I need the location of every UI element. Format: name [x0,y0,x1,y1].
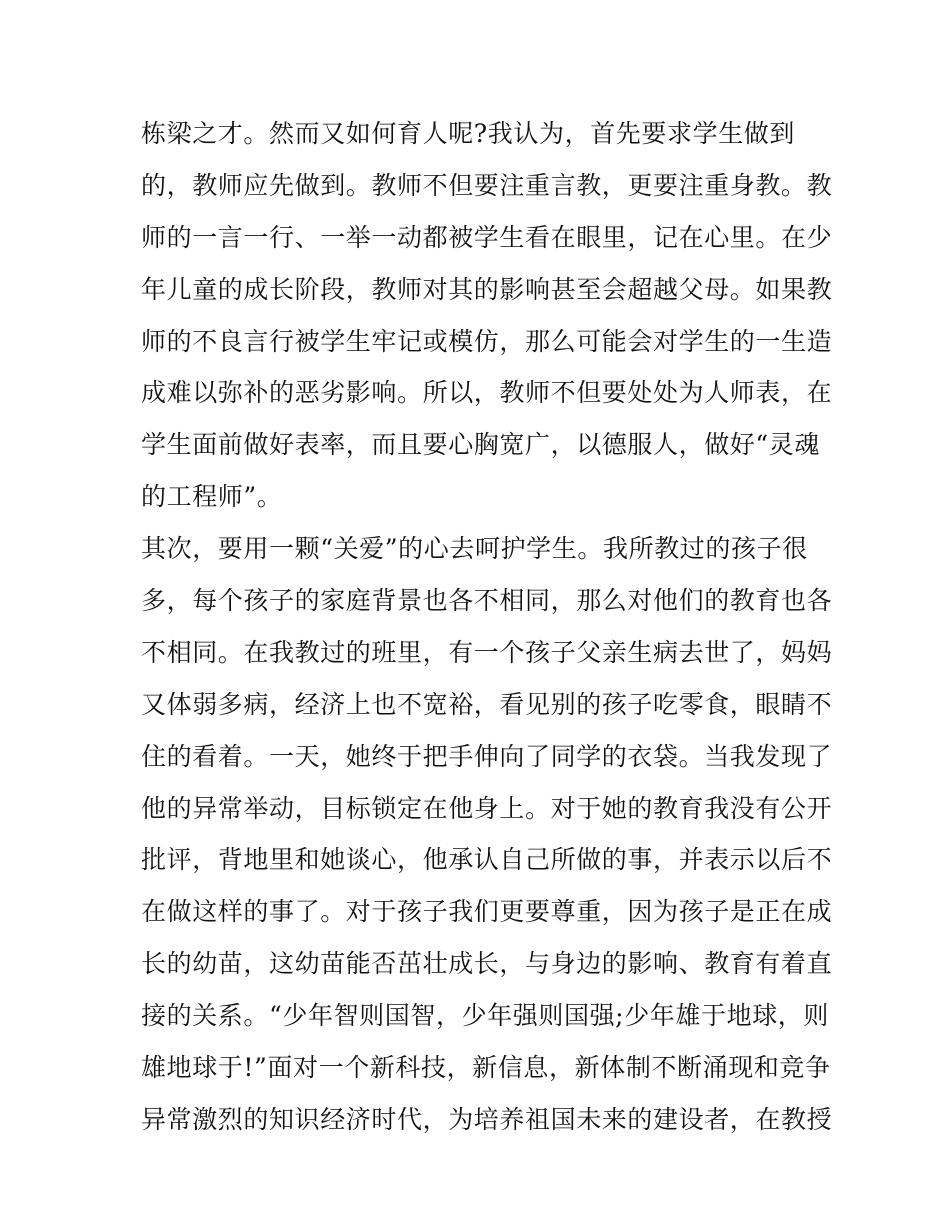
text-line: 其次，要用一颗“关爱”的心去呵护学生。我所教过的孩子很 [141,534,808,564]
text-line: 的工程师”。 [141,482,283,512]
text-line: 年儿童的成长阶段，教师对其的影响甚至会超越父母。如果教 [141,274,833,304]
text-line: 雄地球于!”面对一个新科技，新信息，新体制不断涌现和竞争 [141,1053,831,1083]
text-line: 异常激烈的知识经济时代，为培养祖国未来的建设者，在教授 [141,1104,833,1134]
text-line: 栋梁之才。然而又如何育人呢?我认为，首先要求学生做到 [141,119,796,148]
text-line: 的，教师应先做到。教师不但要注重言教，更要注重身教。教 [141,170,833,200]
text-line: 他的异常举动，目标锁定在他身上。对于她的教育我没有公开 [141,793,833,823]
text-line: 又体弱多病，经济上也不宽裕，看见别的孩子吃零食，眼睛不 [141,689,833,719]
body-text [141,108,833,1146]
text-line: 多，每个孩子的家庭背景也各不相同，那么对他们的教育也各 [141,586,833,616]
text-line: 长的幼苗，这幼苗能否茁壮成长，与身边的影响、教育有着直 [141,949,833,979]
text-line: 成难以弥补的恶劣影响。所以，教师不但要处处为人师表，在 [141,378,833,408]
text-line: 住的看着。一天，她终于把手伸向了同学的衣袋。当我发现了 [141,741,833,771]
text-line: 批评，背地里和她谈心，他承认自己所做的事，并表示以后不 [141,845,833,875]
text-line: 不相同。在我教过的班里，有一个孩子父亲生病去世了，妈妈 [141,637,833,667]
text-line: 师的不良言行被学生牢记或模仿，那么可能会对学生的一生造 [141,326,833,356]
text-line: 学生面前做好表率，而且要心胸宽广，以德服人，做好“灵魂 [141,430,820,460]
text-line: 师的一言一行、一举一动都被学生看在眼里，记在心里。在少 [141,222,833,252]
text-line: 接的关系。“少年智则国智，少年强则国强;少年雄于地球，则 [141,1001,830,1031]
text-line: 在做这样的事了。对于孩子我们更要尊重，因为孩子是正在成 [141,897,833,927]
